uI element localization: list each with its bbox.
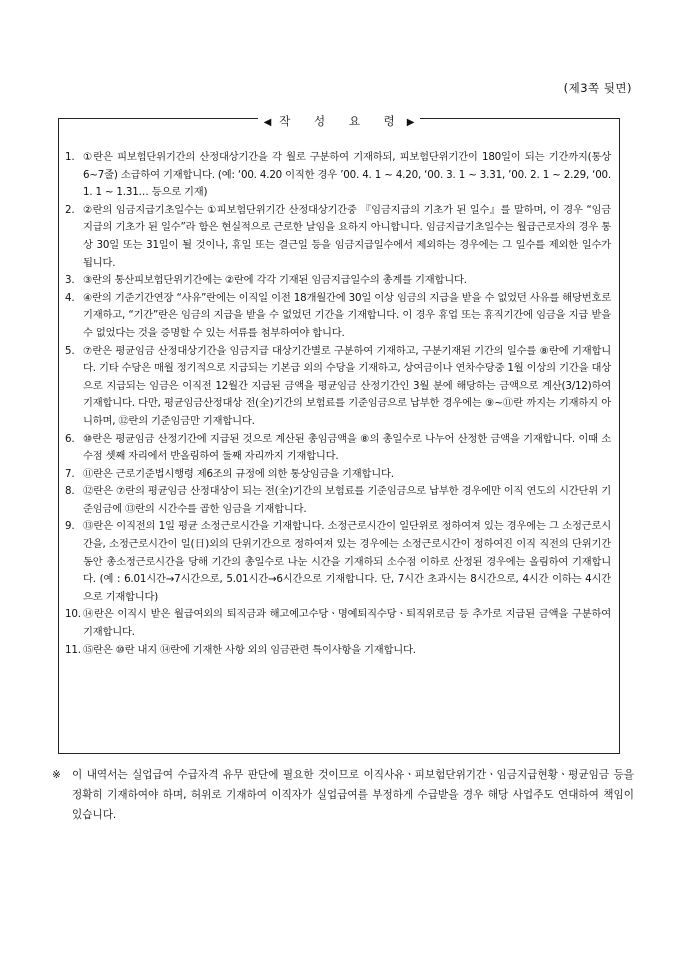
- item-number: 11.: [65, 643, 81, 656]
- page-note: (제3쪽 뒷면): [563, 81, 632, 95]
- item-text: ①란은 피보험단위기간의 산정대상기간을 각 월로 구분하여 기재하되, 피보험단위기간이 180일이 되는 기간까지(통상 6~7줄) 소급하여 기재합니다. (예: ‘00. 4.20 이직한 경우 ’00. 4. 1 ~ 4.20, ‘00. 3. 1 ~ 3.31, ’00. 2. 1 ~ 2.29, ‘00. 1. 1 ~ 1.31… 등으로 기재): [83, 151, 611, 199]
- item-text: ③란의 통산피보험단위기간에는 ②란에 각각 기재된 임금지급일수의 총계를 기재합니다.: [83, 274, 467, 287]
- item-text: ④란의 기준기간연장 “사유”란에는 이직일 이전 18개월간에 30일 이상 임금의 지급을 받을 수 없었던 사유를 해당번호로 기재하고, “기간”란은 임금의 지급을 받을 수 없었던 기간을 기재합니다. 이 경우 휴업 또는 휴직기간에 임금을 지급 받을 수 없었다는 것을 증명할 수 있는 서류를 첨부하여야 합니다.: [83, 291, 611, 339]
- item-text: ⑬란은 이직전의 1일 평균 소정근로시간을 기재합니다. 소정근로시간이 일단위로 정하여져 있는 경우에는 그 소정근로시간을, 소정근로시간이 일(日)외의 단위기간으로 정하여져 있는 경우에는 소정근로시간이 정하여진 이직 직전의 단위기간 동안 총소정근로시간을 당해 기간의 총일수로 나눈 시간을 기재하되 소수점 이하로 산정된 경우에는 올림하여 기재합니다. (예 : 6.01시간→7시간으로, 5.01시간→6시간으로 기재합니다. 단, 7시간 초과시는 8시간으로, 4시간 이하는 4시간으로 기재합니다): [83, 520, 611, 603]
- instructions-header: [59, 110, 619, 128]
- instruction-item-1: [65, 149, 611, 202]
- footnote: [52, 765, 634, 825]
- item-number: 4.: [65, 291, 75, 304]
- instruction-item-5: [65, 343, 611, 431]
- item-text: ②란의 임금지급기초일수는 ①피보험단위기간 산정대상기간중 『임금지급의 기초가 된 일수』를 말하며, 이 경우 “임금지급의 기초가 된 일수”라 함은 현실적으로 근로한 날임을 요하지 아니합니다. 임금지급기초일수는 월급근로자의 경우 통상 30일 또는 31일이 될 것이나, 휴일 또는 결근일 등을 임금지급일수에서 제외하는 경우에는 그 일수를 제외한 일수가 됩니다.: [83, 203, 611, 269]
- item-number: 9.: [65, 520, 75, 533]
- instruction-item-8: [65, 483, 611, 518]
- instruction-item-6: [65, 431, 611, 466]
- footnote-text: 이 내역서는 실업급여 수급자격 유무 판단에 필요한 것이므로 이직사유ㆍ피보험단위기간ㆍ임금지급현황ㆍ평균임금 등을 정확히 기재하여야 하며, 허위로 기재하여 이직자가 실업급여를 부정하게 수급받을 경우 해당 사업주도 연대하여 책임이 있습니다.: [72, 769, 634, 821]
- item-number: 5.: [65, 344, 75, 357]
- item-text: ⑪란은 근로기준법시행령 제6조의 규정에 의한 통상임금을 기재합니다.: [83, 467, 394, 480]
- item-number: 3.: [65, 274, 75, 287]
- instruction-item-9: [65, 518, 611, 606]
- item-number: 2.: [65, 203, 75, 216]
- item-text: ⑮란은 ⑩란 내지 ⑭란에 기재한 사항 외의 임금관련 특이사항을 기재합니다.: [83, 643, 416, 656]
- item-number: 7.: [65, 467, 75, 480]
- instruction-item-2: [65, 202, 611, 272]
- instruction-item-11: [65, 642, 611, 660]
- instruction-item-7: [65, 466, 611, 484]
- instructions-title: 작 성 요 령: [279, 114, 405, 128]
- item-text: ⑩란은 평균임금 산정기간에 지급된 것으로 계산된 총임금액을 ⑧의 총일수로 나누어 산정한 금액을 기재합니다. 이때 소수점 셋째 자리에서 반올림하여 둘째 자리까지 기재합니다.: [83, 432, 611, 463]
- instruction-item-3: [65, 272, 611, 290]
- left-triangle-icon: ◀: [263, 117, 272, 128]
- item-number: 6.: [65, 432, 75, 445]
- item-number: 1.: [65, 151, 75, 163]
- instructions-box: [58, 114, 620, 754]
- reference-mark-icon: ※: [52, 769, 61, 781]
- item-number: 10.: [65, 608, 81, 621]
- instruction-list: [65, 149, 611, 659]
- instruction-item-4: [65, 290, 611, 343]
- item-text: ⑦란은 평균임금 산정대상기간을 임금지급 대상기간별로 구분하여 기재하고, 구분기재된 기간의 일수를 ⑧란에 기재합니다. 기타 수당은 매월 정기적으로 지급되는 기본급 외의 수당을 기재하고, 상여금이나 연차수당중 1월 이상의 기간을 대상으로 지급되는 임금은 이직전 12월간 지급된 금액을 평균임금 산정기간인 3월 분에 해당하는 금액으로 계산(3/12)하여 기재합니다. 다만, 평균임금산정대상 전(全)기간의 보험료를 기준임금으로 납부한 경우에는 ⑨~⑪란 까지는 기재하지 아니하며, ⑫란의 기준임금만 기재합니다.: [83, 344, 611, 427]
- instruction-item-10: [65, 606, 611, 641]
- item-text: ⑫란은 ⑦란의 평균임금 산정대상이 되는 전(全)기간의 보험료를 기준임금으로 납부한 경우에만 이직 연도의 시간단위 기준임금에 ⑬란의 시간수를 곱한 임금을 기재합니다.: [83, 485, 611, 515]
- item-number: 8.: [65, 485, 75, 498]
- item-text: ⑭란은 이직시 받은 월급여외의 퇴직금과 해고예고수당ㆍ명예퇴직수당ㆍ퇴직위로금 등 추가로 지급된 금액을 구분하여 기재합니다.: [83, 608, 611, 639]
- right-triangle-icon: ▶: [406, 117, 415, 128]
